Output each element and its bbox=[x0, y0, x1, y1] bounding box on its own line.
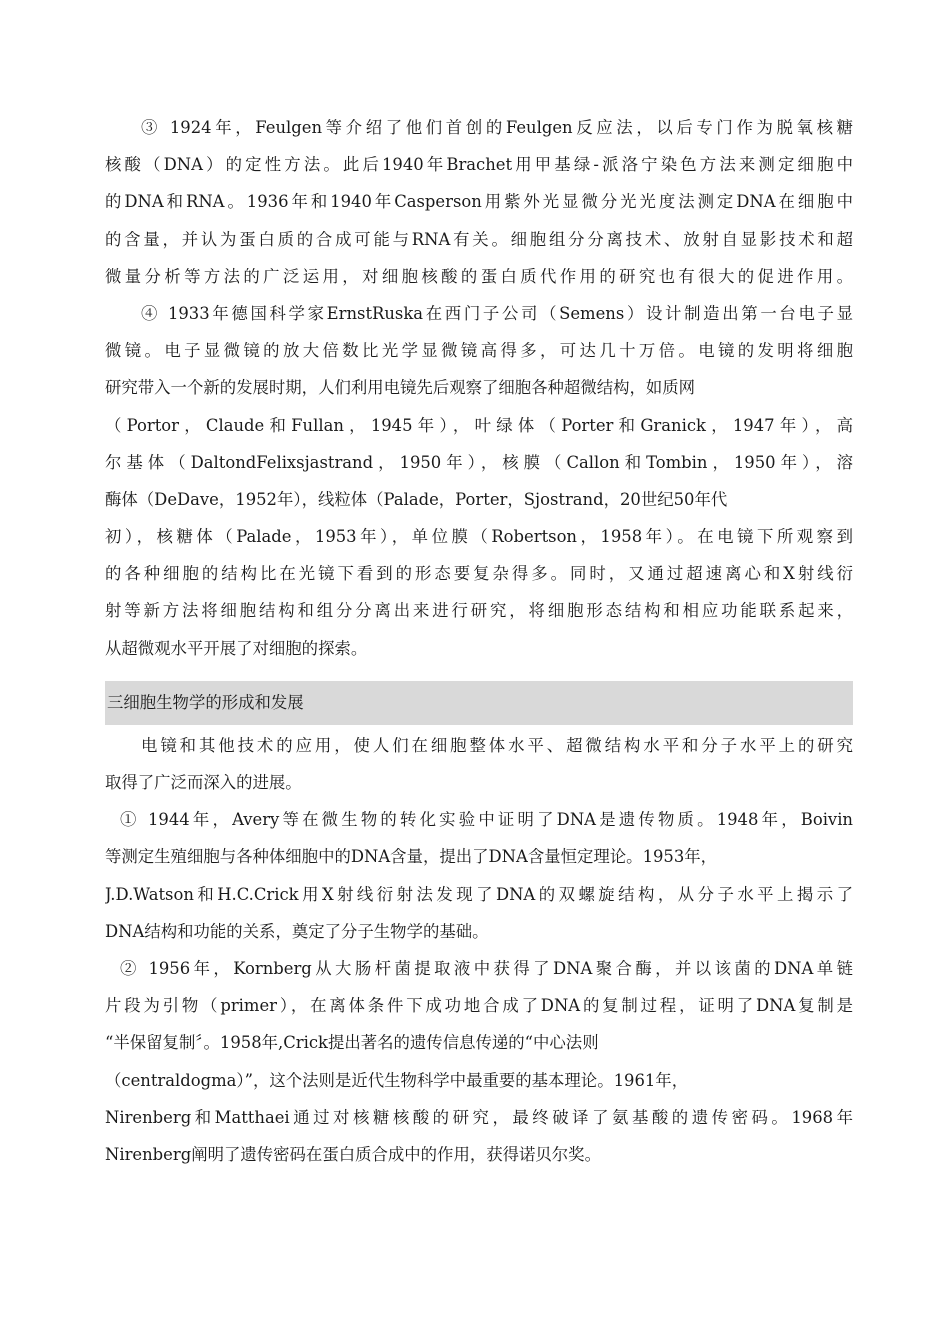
text-line: ④ 1933年德国科学家ErnstRuska在西门子公司（Semens）设计制造出第一台电子显 bbox=[141, 303, 853, 323]
text-line: 尔基体（DaltondFelixsjastrand，1950年），核膜（Callon和Tombin，1950年），溶 bbox=[105, 452, 853, 472]
text-line: Nirenberg和Matthaei通过对核糖核酸的研究，最终破译了氨基酸的遗传密码。1968年 bbox=[105, 1107, 853, 1127]
text-line: 研究带入一个新的发展时期，人们利用电镜先后观察了细胞各种超微结构，如质网 bbox=[105, 378, 696, 398]
text-line: J.D.Watson和H.C.Crick用X射线衍射法发现了DNA的双螺旋结构，从分子水平上揭示了 bbox=[105, 884, 853, 904]
text-line: 从超微观水平开展了对细胞的探索。 bbox=[105, 638, 368, 658]
paragraph-feulgen bbox=[105, 109, 853, 295]
text-line: 的含量，并认为蛋白质的合成可能与RNA有关。细胞组分分离技术、放射自显影技术和超 bbox=[105, 229, 853, 249]
text-line: Nirenberg阐明了遗传密码在蛋白质合成中的作用，获得诺贝尔奖。 bbox=[105, 1144, 601, 1164]
text-line: 初），核糖体（Palade，1953年），单位膜（Robertson，1958年）。在电镜下所观察到 bbox=[105, 527, 853, 547]
paragraph-intro bbox=[105, 727, 853, 801]
text-line: 电镜和其他技术的应用，使人们在细胞整体水平、超微结构水平和分子水平上的研究 bbox=[141, 735, 853, 755]
document-page bbox=[105, 109, 853, 1173]
text-line: ① 1944年，Avery等在微生物的转化实验中证明了DNA是遗传物质。1948年，Boivin bbox=[120, 810, 853, 830]
text-line: 微量分析等方法的广泛运用，对细胞核酸的蛋白质代作用的研究也有很大的促进作用。 bbox=[105, 266, 853, 286]
text-line: 取得了广泛而深入的进展。 bbox=[105, 773, 302, 792]
text-line: 片段为引物（primer），在离体条件下成功地合成了DNA的复制过程，证明了DNA复制是 bbox=[105, 996, 853, 1016]
text-line: 酶体（DeDave，1952年），线粒体（Palade，Porter，Sjostrand，20世纪50年代 bbox=[105, 489, 728, 509]
text-line: （Portor，Claude和Fullan，1945年），叶绿体（Porter和Granick，1947年），高 bbox=[105, 415, 853, 435]
text-line: 核酸（DNA）的定性方法。此后1940年Brachet用甲基绿-派洛宁染色方法来测定细胞中 bbox=[105, 155, 853, 175]
text-line: （centraldogma）”，这个法则是近代生物科学中最重要的基本理论。1961年， bbox=[105, 1070, 689, 1090]
text-line: 等测定生殖细胞与各种体细胞中的DNA含量，提出了DNA含量恒定理论。1953年， bbox=[105, 847, 718, 867]
text-line: “半保留复制〞。1958年,Crick提出著名的遗传信息传递的“中心法则 bbox=[105, 1033, 599, 1053]
section-heading: 三细胞生物学的形成和发展 bbox=[105, 681, 853, 725]
paragraph-kornberg bbox=[105, 950, 853, 1173]
paragraph-avery bbox=[105, 801, 853, 950]
text-line: 的各种细胞的结构比在光镜下看到的形态要复杂得多。同时，又通过超速离心和X射线衍 bbox=[105, 564, 853, 584]
text-line: ② 1956年，Kornberg从大肠杆菌提取液中获得了DNA聚合酶，并以该菌的DNA单链 bbox=[120, 958, 853, 978]
paragraph-electron-microscope bbox=[105, 295, 853, 667]
text-line: 射等新方法将细胞结构和组分分离出来进行研究，将细胞形态结构和相应功能联系起来， bbox=[105, 601, 853, 621]
text-line: 微镜。电子显微镜的放大倍数比光学显微镜高得多，可达几十万倍。电镜的发明将细胞 bbox=[105, 341, 853, 361]
text-line: DNA结构和功能的关系，奠定了分子生物学的基础。 bbox=[105, 921, 489, 941]
text-line: 的DNA和RNA。1936年和1940年Casperson用紫外光显微分光光度法测定DNA在细胞中 bbox=[105, 192, 853, 212]
text-line: ③ 1924年，Feulgen等介绍了他们首创的Feulgen反应法，以后专门作为脱氧核糖 bbox=[141, 118, 853, 137]
